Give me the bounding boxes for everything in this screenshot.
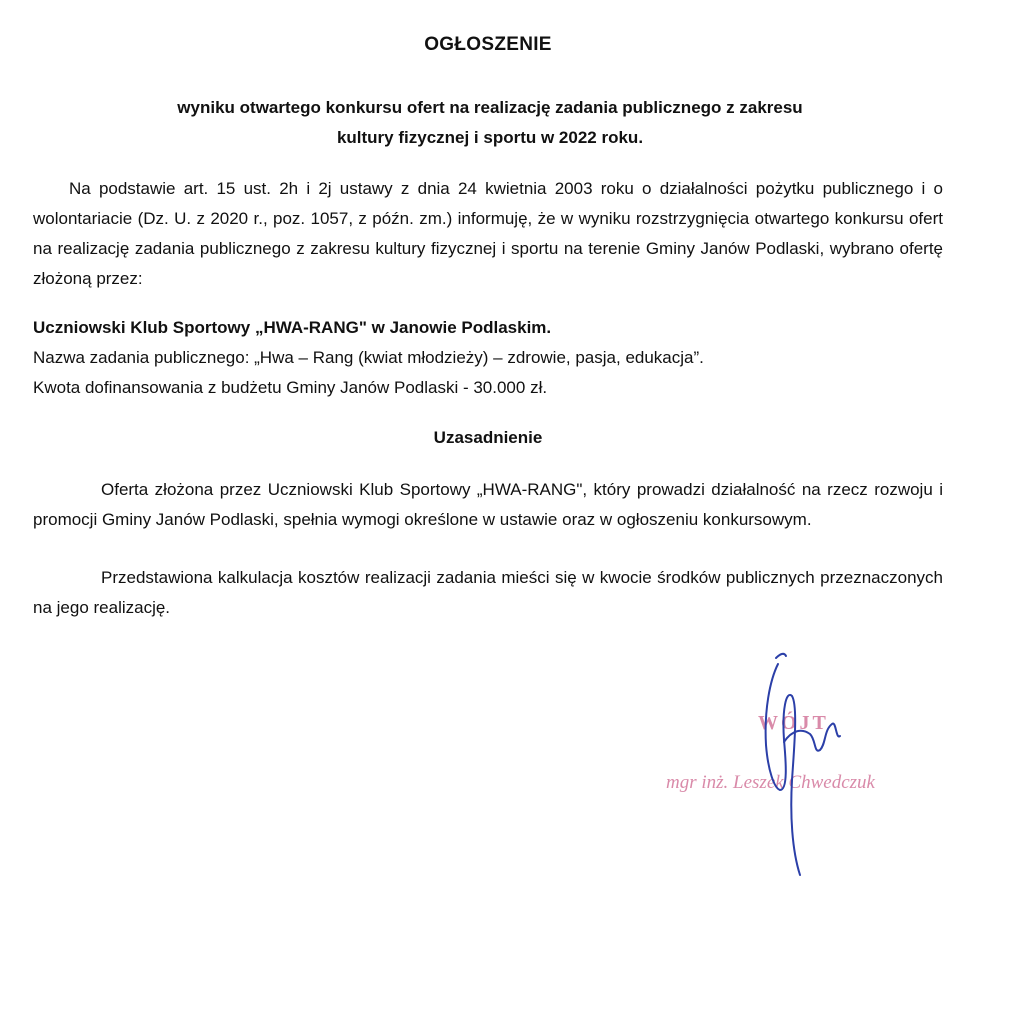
- stamp-name: mgr inż. Leszek Chwedczuk: [666, 772, 875, 793]
- intro-paragraph: Na podstawie art. 15 ust. 2h i 2j ustawy z dnia 24 kwietnia 2003 roku o działalności pożytku publicznego i o wolontariacie (Dz. U. z 2020 r., poz. 1057, z późn. zm.) informuję, że w wyniku rozstrzygnięcia otwartego konkursu ofert na realizację zadania publicznego z zakresu kultury fizycznej i sportu na terenie Gminy Janów Podlaski, wybrano ofertę złożoną przez:: [33, 179, 943, 288]
- justification-paragraph-1: Oferta złożona przez Uczniowski Klub Sportowy „HWA-RANG", który prowadzi działalność na rzecz rozwoju i promocji Gminy Janów Podlaski, spełnia wymogi określone w ustawie oraz w ogłoszeniu konkursowym.: [33, 480, 943, 529]
- subtitle-line-1: wyniku otwartego konkursu ofert na realizację zadania publicznego z zakresu: [177, 98, 803, 117]
- document-title: OGŁOSZENIE: [424, 34, 552, 55]
- funding-amount: Kwota dofinansowania z budżetu Gminy Janów Podlaski - 30.000 zł.: [33, 378, 548, 397]
- justification-heading: Uzasadnienie: [433, 428, 543, 447]
- task-name: Nazwa zadania publicznego: „Hwa – Rang (kwiat młodzieży) – zdrowie, pasja, edukacja”.: [33, 348, 704, 367]
- organization-name: Uczniowski Klub Sportowy „HWA-RANG" w Janowie Podlaskim.: [33, 318, 552, 337]
- document-subtitle: [90, 93, 890, 153]
- justification-paragraph-2: Przedstawiona kalkulacja kosztów realizacji zadania mieści się w kwocie środków publicznych przeznaczonych na jego realizację.: [33, 568, 943, 617]
- subtitle-line-2: kultury fizycznej i sportu w 2022 roku.: [336, 128, 644, 147]
- stamp-title: WÓJT: [758, 712, 829, 734]
- handwritten-signature: [740, 650, 860, 890]
